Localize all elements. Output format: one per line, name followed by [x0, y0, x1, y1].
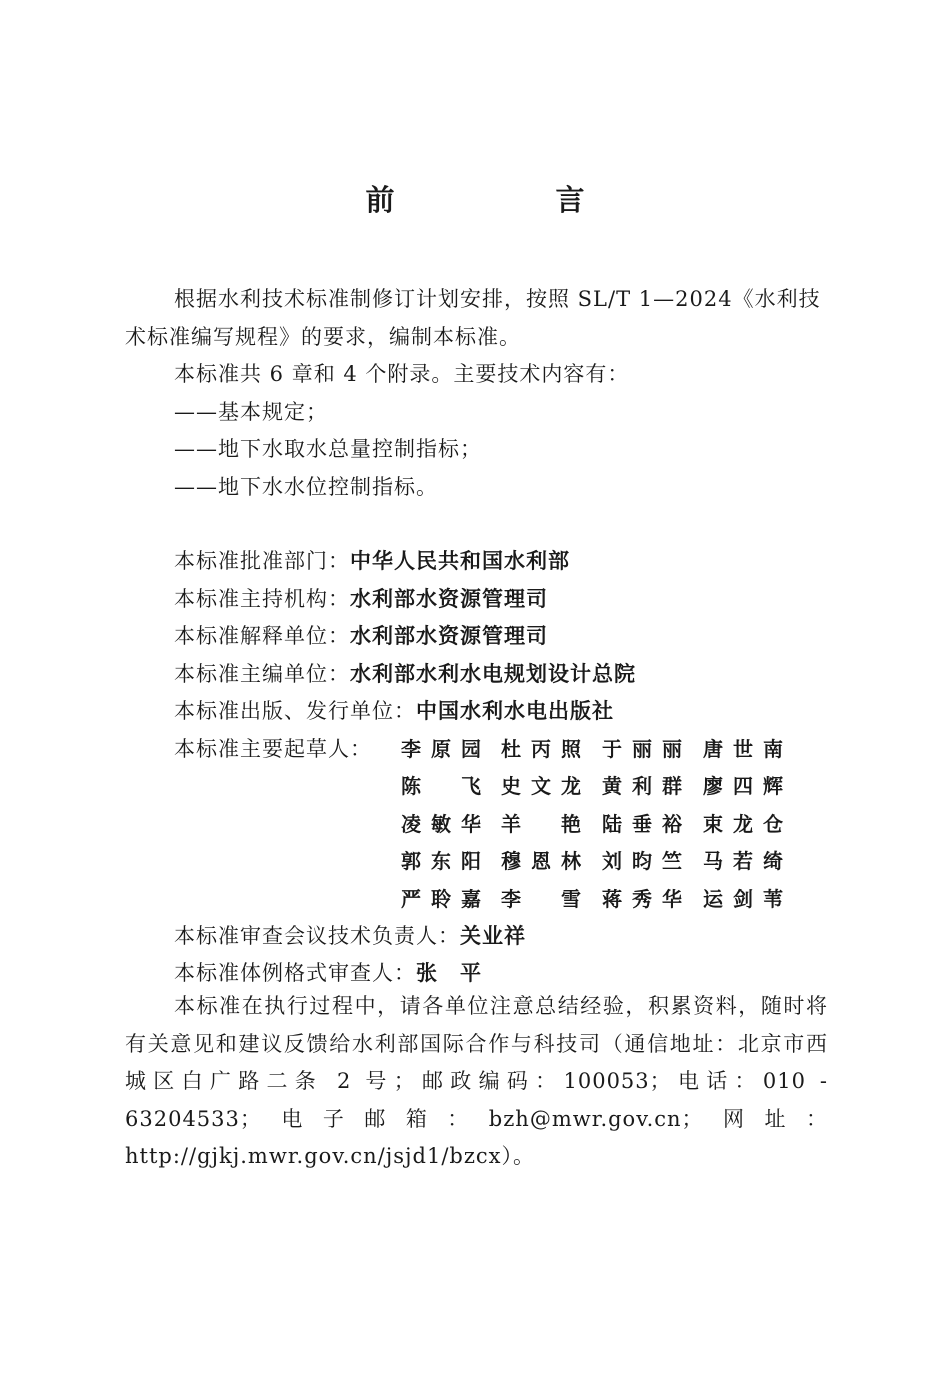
publisher-value: 中国水利水电出版社 [416, 699, 614, 723]
drafter-name: 郭东阳 [401, 849, 481, 873]
content-item: ——地下水水位控制指标。 [174, 475, 438, 499]
drafter-name: 李原园 [401, 737, 481, 761]
content-item: ——基本规定； [174, 400, 328, 424]
closing-paragraph: 本标准在执行过程中，请各单位注意总结经验，积累资料，随时将有关意见和建议反馈给水利部国际合作与科技司（通信地址：北京市西城区白广路二条 2 号；邮政编码：100053；电话：010 - 63204533；电子邮箱：bzh@mwr.gov.cn；网址：http://gjkj.mwr.gov.cn/jsjd1/bzcx）。 [125, 994, 828, 1168]
drafter-name: 杜丙照 [501, 737, 581, 761]
publisher [174, 693, 614, 731]
presiding-agency-label: 本标准主持机构： [174, 587, 350, 611]
approval-department-value: 中华人民共和国水利部 [350, 549, 570, 573]
drafter-name: 束龙仓 [703, 812, 783, 836]
interpretation-unit-label: 本标准解释单位： [174, 624, 350, 648]
drafter-name: 马若绮 [703, 849, 783, 873]
drafter-name: 李 雪 [501, 887, 581, 911]
format-reviewer [174, 955, 482, 993]
interpretation-unit [174, 618, 548, 656]
content-item: ——地下水取水总量控制指标； [174, 437, 482, 461]
drafters-label: 本标准主要起草人： [174, 737, 372, 761]
drafter-name: 穆恩林 [501, 849, 581, 873]
drafter-name: 陈 飞 [401, 774, 481, 798]
drafter-name: 黄利群 [602, 774, 682, 798]
intro-paragraph: 根据水利技术标准制修订计划安排，按照 SL/T 1—2024《水利技术标准编写规程》的要求，编制本标准。 [125, 287, 821, 349]
drafter-name: 唐世南 [703, 737, 783, 761]
presiding-agency [174, 581, 548, 619]
drafter-name: 廖四辉 [703, 774, 783, 798]
presiding-agency-value: 水利部水资源管理司 [350, 587, 548, 611]
chief-editor-unit [174, 656, 636, 694]
drafter-name: 于丽丽 [602, 737, 682, 761]
chief-editor-unit-label: 本标准主编单位： [174, 662, 350, 686]
approval-department-label: 本标准批准部门： [174, 549, 350, 573]
format-reviewer-label: 本标准体例格式审查人： [174, 961, 416, 985]
drafter-name: 陆垂裕 [602, 812, 682, 836]
drafter-name: 羊 艳 [501, 812, 581, 836]
technical-reviewer-value: 关业祥 [460, 924, 526, 948]
drafter-name: 凌敏华 [401, 812, 481, 836]
technical-reviewer-label: 本标准审查会议技术负责人： [174, 924, 460, 948]
approval-department [174, 543, 570, 581]
page-title: 前 言 [365, 183, 651, 217]
publisher-label: 本标准出版、发行单位： [174, 699, 416, 723]
chief-editor-unit-value: 水利部水利水电规划设计总院 [350, 662, 636, 686]
intro-content-summary: 本标准共 6 章和 4 个附录。主要技术内容有： [174, 362, 630, 386]
drafter-name: 蒋秀华 [602, 887, 682, 911]
drafter-name: 刘昀竺 [602, 849, 682, 873]
drafter-name: 史文龙 [501, 774, 581, 798]
technical-reviewer [174, 918, 526, 956]
drafter-name: 运剑苇 [703, 887, 783, 911]
interpretation-unit-value: 水利部水资源管理司 [350, 624, 548, 648]
drafter-name: 严聆嘉 [401, 887, 481, 911]
format-reviewer-value: 张 平 [416, 961, 482, 985]
